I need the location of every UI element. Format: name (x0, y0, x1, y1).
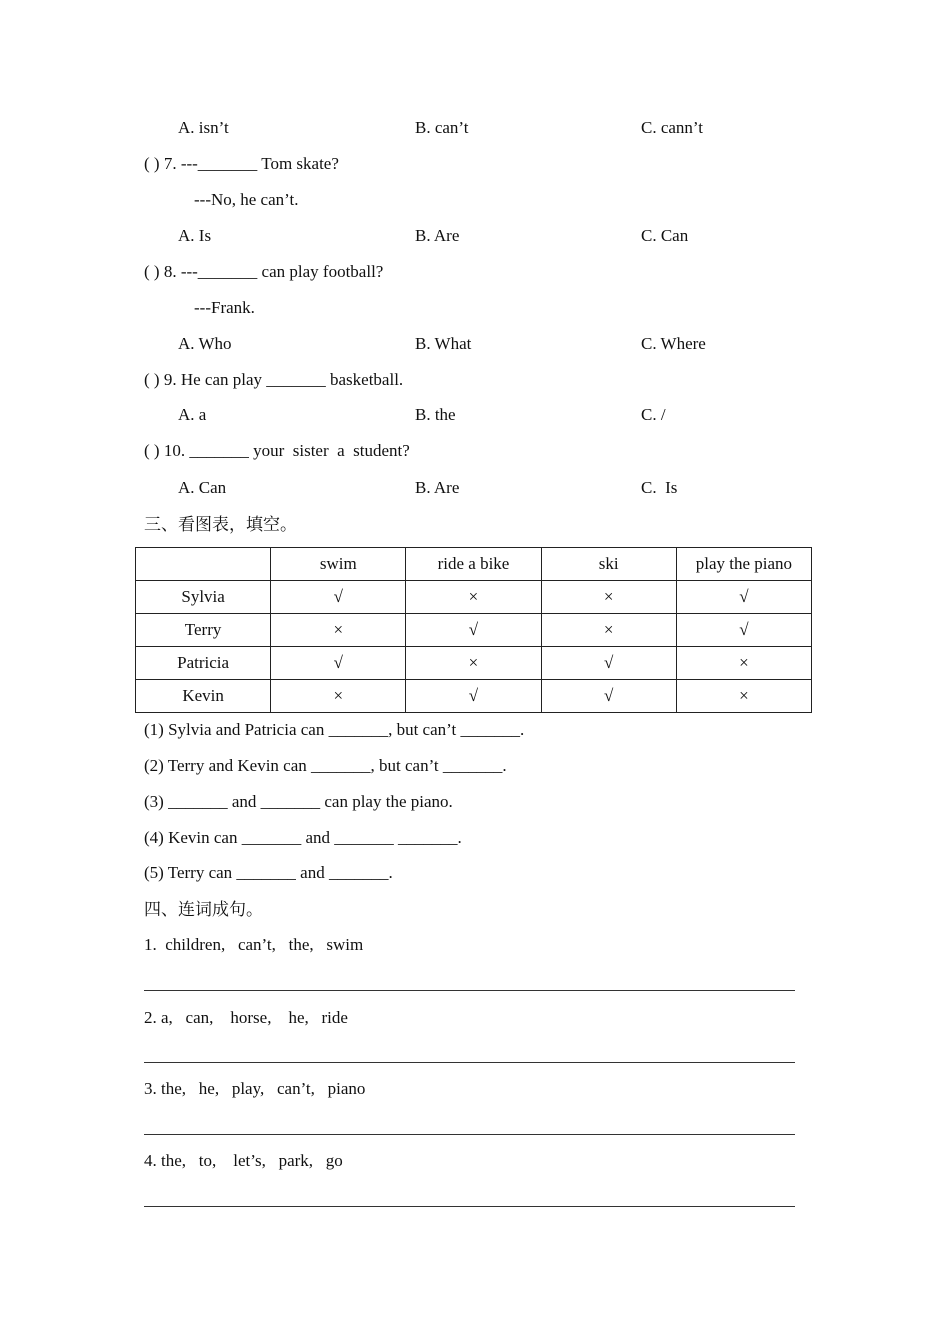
option-c: C. Where (641, 334, 706, 353)
option-b: B. Are (415, 226, 460, 245)
fill-blank-4: (4) Kevin can _______ and _______ _______. (144, 828, 462, 847)
table-cell: × (406, 581, 541, 614)
answer-text: ---No, he can’t. (194, 190, 299, 209)
word-order-item-4: 4. the, to, let’s, park, go (144, 1151, 343, 1170)
table-header-cell: ride a bike (406, 548, 541, 581)
word-order-item-1: 1. children, can’t, the, swim (144, 935, 364, 954)
table-row (136, 614, 812, 647)
answer-line-4 (144, 1206, 795, 1207)
table-cell: √ (541, 647, 676, 680)
fill-blank-5: (5) Terry can _______ and _______. (144, 863, 393, 882)
option-c: C. / (641, 405, 666, 424)
table-cell: × (271, 680, 406, 713)
table-cell: √ (676, 581, 811, 614)
question-text: ( ) 10. _______ your sister a student? (144, 441, 410, 460)
option-a: A. Who (178, 334, 232, 353)
option-a: A. isn’t (178, 118, 229, 137)
table-header-cell: swim (271, 548, 406, 581)
table-cell: √ (406, 680, 541, 713)
ability-table (135, 547, 812, 713)
option-a: A. Can (178, 478, 227, 497)
section4-title: 四、连词成句。 (144, 900, 263, 919)
option-b: B. Are (415, 478, 460, 497)
table-cell: × (676, 647, 811, 680)
answer-line-1 (144, 990, 795, 991)
table-cell-name: Patricia (136, 647, 271, 680)
table-cell: × (271, 614, 406, 647)
option-b: B. the (415, 405, 456, 424)
option-b: B. What (415, 334, 472, 353)
table-cell-name: Terry (136, 614, 271, 647)
fill-blank-1: (1) Sylvia and Patricia can _______, but can’t _______. (144, 720, 525, 739)
table-cell: √ (406, 614, 541, 647)
answer-line-3 (144, 1134, 795, 1135)
table-cell: √ (271, 581, 406, 614)
option-a: A. Is (178, 226, 212, 245)
table-cell: × (406, 647, 541, 680)
table-row (136, 680, 812, 713)
word-order-item-3: 3. the, he, play, can’t, piano (144, 1079, 366, 1098)
option-a: A. a (178, 405, 207, 424)
table-header-row (136, 548, 812, 581)
table-cell-name: Sylvia (136, 581, 271, 614)
fill-blank-2: (2) Terry and Kevin can _______, but can’t _______. (144, 756, 507, 775)
option-c: C. cann’t (641, 118, 704, 137)
table-cell: √ (541, 680, 676, 713)
table-cell: × (541, 581, 676, 614)
fill-blank-3: (3) _______ and _______ can play the piano. (144, 792, 453, 811)
table-cell: √ (271, 647, 406, 680)
table-row (136, 647, 812, 680)
option-b: B. can’t (415, 118, 469, 137)
table-header-cell: play the piano (676, 548, 811, 581)
option-c: C. Is (641, 478, 678, 497)
question-text: ( ) 7. ---_______ Tom skate? (144, 154, 339, 173)
option-c: C. Can (641, 226, 689, 245)
answer-line-2 (144, 1062, 795, 1063)
answer-text: ---Frank. (194, 298, 255, 317)
table-header-cell (136, 548, 271, 581)
table-cell-name: Kevin (136, 680, 271, 713)
question-text: ( ) 8. ---_______ can play football? (144, 262, 384, 281)
table-row (136, 581, 812, 614)
word-order-item-2: 2. a, can, horse, he, ride (144, 1008, 348, 1027)
table-cell: × (676, 680, 811, 713)
table-cell: √ (676, 614, 811, 647)
question-text: ( ) 9. He can play _______ basketball. (144, 370, 404, 389)
table-cell: × (541, 614, 676, 647)
table-header-cell: ski (541, 548, 676, 581)
section3-title: 三、看图表，填空。 (144, 515, 297, 534)
